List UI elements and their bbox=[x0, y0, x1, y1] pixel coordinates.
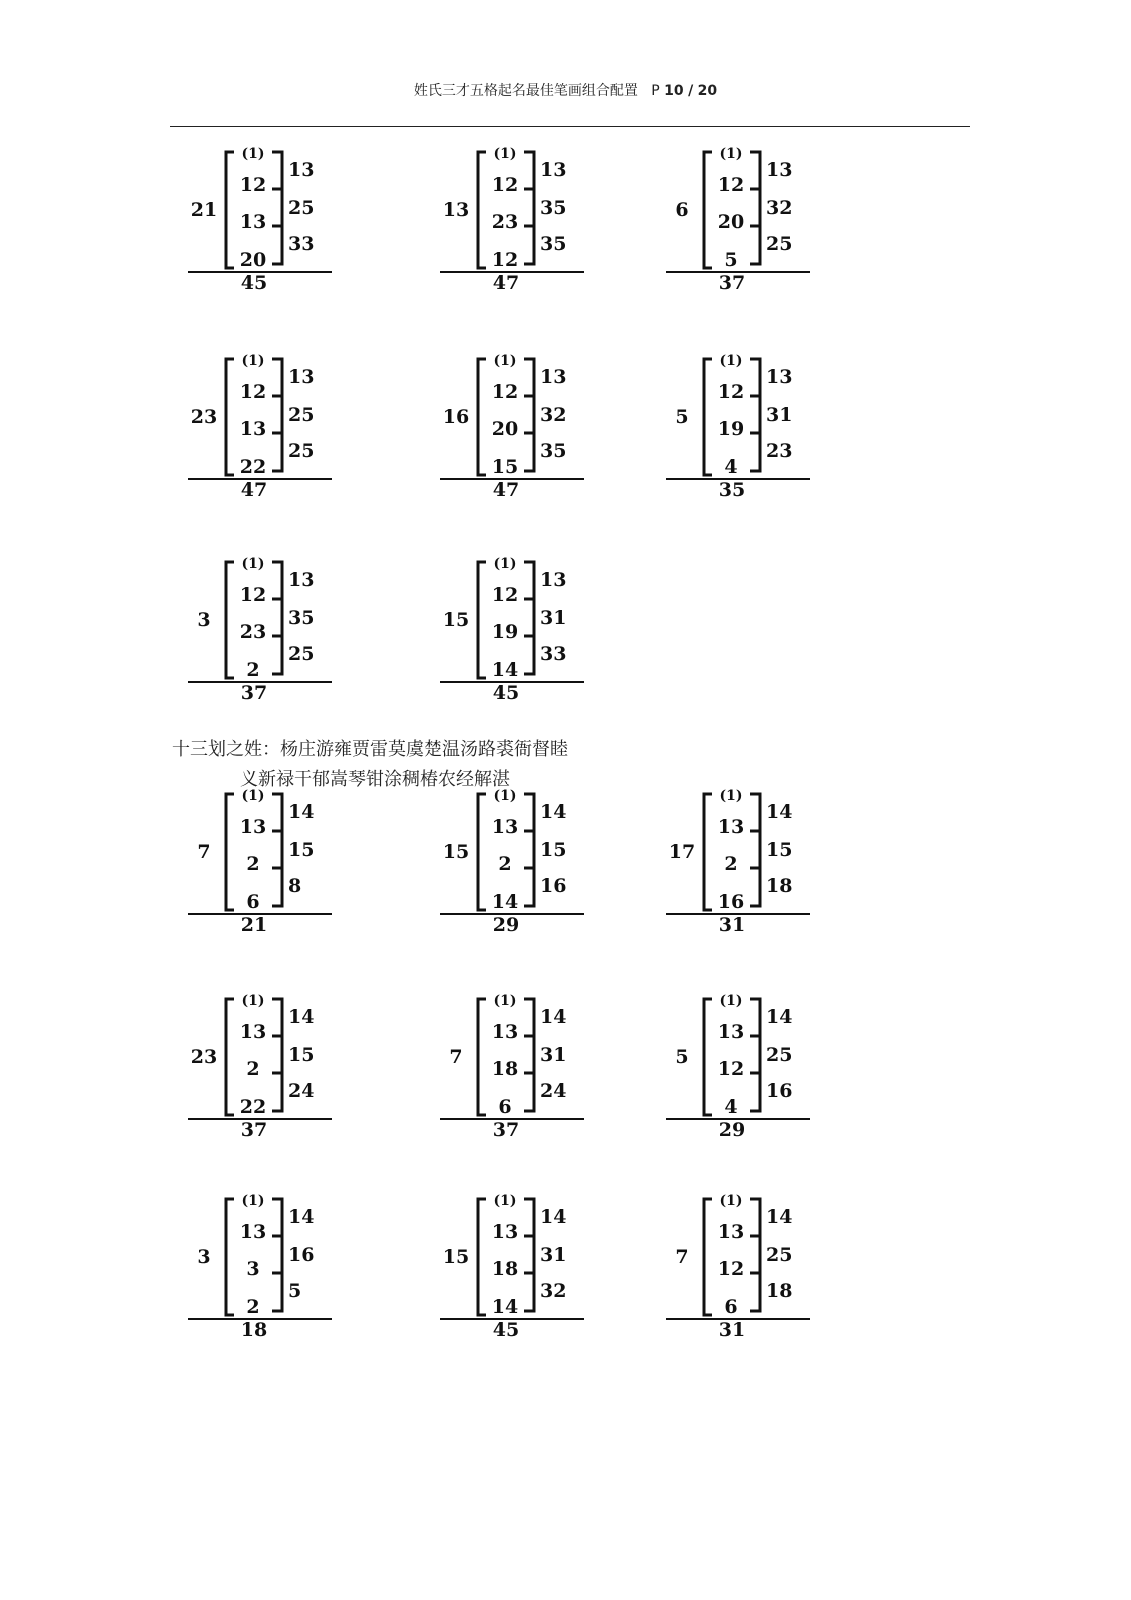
grid-sum-3: 5 bbox=[288, 1280, 302, 1302]
stroke-3: 2 bbox=[246, 1296, 260, 1318]
stroke-1: 13 bbox=[717, 816, 745, 838]
grid-sum-1: 13 bbox=[766, 159, 793, 181]
stroke-top: (1) bbox=[719, 993, 743, 1009]
grid-sum-2: 35 bbox=[288, 607, 315, 629]
stroke-1: 12 bbox=[717, 381, 745, 403]
outer-grid-value: 13 bbox=[442, 199, 470, 221]
sum-bracket-3 bbox=[750, 868, 760, 906]
grid-sum-2: 31 bbox=[540, 1044, 567, 1066]
grid-sum-3: 16 bbox=[540, 875, 567, 897]
total-value: 47 bbox=[492, 479, 520, 501]
stroke-top: (1) bbox=[493, 788, 517, 804]
grid-sum-1: 13 bbox=[540, 366, 567, 388]
grid-sum-1: 14 bbox=[288, 1206, 315, 1228]
stroke-1: 12 bbox=[491, 381, 519, 403]
total-value: 37 bbox=[240, 682, 268, 704]
stroke-3: 20 bbox=[239, 249, 267, 271]
stroke-diagram bbox=[440, 788, 584, 936]
page-prefix: P bbox=[651, 83, 660, 99]
grid-sum-2: 25 bbox=[288, 197, 315, 219]
stroke-2: 20 bbox=[491, 418, 519, 440]
outer-bracket bbox=[226, 1199, 234, 1315]
stroke-1: 12 bbox=[717, 174, 745, 196]
grid-sum-1: 13 bbox=[288, 569, 315, 591]
stroke-2: 2 bbox=[498, 853, 512, 875]
outer-bracket bbox=[704, 1199, 712, 1315]
total-value: 18 bbox=[240, 1319, 268, 1341]
stroke-1: 13 bbox=[239, 1021, 267, 1043]
grid-sum-2: 15 bbox=[288, 1044, 315, 1066]
total-value: 45 bbox=[240, 272, 268, 294]
stroke-diagram bbox=[666, 1193, 810, 1341]
grid-sum-3: 16 bbox=[766, 1080, 793, 1102]
outer-grid-value: 7 bbox=[197, 841, 211, 863]
total-value: 29 bbox=[492, 914, 520, 936]
total-value: 29 bbox=[718, 1119, 746, 1141]
grid-sum-3: 24 bbox=[288, 1080, 315, 1102]
sum-bracket-3 bbox=[272, 868, 282, 906]
outer-bracket bbox=[704, 999, 712, 1115]
total-value: 31 bbox=[718, 1319, 746, 1341]
stroke-top: (1) bbox=[493, 1193, 517, 1209]
outer-bracket bbox=[478, 1199, 486, 1315]
stroke-top: (1) bbox=[719, 788, 743, 804]
outer-bracket bbox=[704, 794, 712, 910]
sum-bracket-3 bbox=[524, 868, 534, 906]
grid-sum-3: 18 bbox=[766, 875, 793, 897]
sum-bracket-2 bbox=[750, 1236, 760, 1273]
stroke-3: 12 bbox=[491, 249, 519, 271]
stroke-top: (1) bbox=[493, 353, 517, 369]
grid-sum-1: 13 bbox=[766, 366, 793, 388]
stroke-top: (1) bbox=[493, 993, 517, 1009]
grid-sum-3: 23 bbox=[766, 440, 793, 462]
sum-bracket-2 bbox=[272, 1036, 282, 1073]
grid-sum-2: 15 bbox=[540, 839, 567, 861]
header-title: 姓氏三才五格起名最佳笔画组合配置 bbox=[413, 83, 638, 99]
stroke-1: 13 bbox=[491, 1021, 519, 1043]
stroke-top: (1) bbox=[719, 1193, 743, 1209]
page-number: 10 bbox=[664, 83, 684, 99]
stroke-3: 14 bbox=[491, 891, 519, 913]
sum-bracket-1 bbox=[272, 794, 282, 831]
total-value: 45 bbox=[492, 1319, 520, 1341]
grid-sum-1: 13 bbox=[540, 569, 567, 591]
stroke-top: (1) bbox=[241, 146, 265, 162]
page-total: 20 bbox=[697, 83, 718, 99]
outer-grid-value: 15 bbox=[442, 1246, 470, 1268]
grid-sum-1: 13 bbox=[288, 366, 315, 388]
grid-sum-3: 32 bbox=[540, 1280, 567, 1302]
grid-sum-2: 32 bbox=[540, 404, 567, 426]
stroke-top: (1) bbox=[493, 556, 517, 572]
total-value: 47 bbox=[492, 272, 520, 294]
stroke-2: 12 bbox=[717, 1058, 745, 1080]
outer-grid-value: 17 bbox=[668, 841, 696, 863]
total-value: 21 bbox=[240, 914, 268, 936]
total-value: 47 bbox=[240, 479, 268, 501]
sum-bracket-1 bbox=[272, 1199, 282, 1236]
surname-list-line-2: 义新禄干郁嵩琴钳涂稠椿农经解湛 bbox=[240, 769, 510, 790]
stroke-2: 19 bbox=[717, 418, 745, 440]
stroke-1: 13 bbox=[239, 816, 267, 838]
grid-sum-2: 15 bbox=[288, 839, 315, 861]
grid-sum-2: 31 bbox=[540, 1244, 567, 1266]
grid-sum-2: 25 bbox=[766, 1244, 793, 1266]
total-value: 37 bbox=[240, 1119, 268, 1141]
stroke-2: 12 bbox=[717, 1258, 745, 1280]
grid-sum-3: 35 bbox=[540, 233, 567, 255]
page-separator: / bbox=[688, 83, 694, 99]
grid-sum-3: 33 bbox=[540, 643, 567, 665]
sum-bracket-1 bbox=[524, 1199, 534, 1236]
stroke-2: 23 bbox=[491, 211, 519, 233]
grid-sum-1: 14 bbox=[540, 1006, 567, 1028]
stroke-3: 15 bbox=[491, 456, 519, 478]
grid-sum-2: 35 bbox=[540, 197, 567, 219]
sum-bracket-2 bbox=[272, 831, 282, 868]
stroke-top: (1) bbox=[241, 1193, 265, 1209]
grid-sum-2: 16 bbox=[288, 1244, 315, 1266]
grid-sum-2: 31 bbox=[540, 607, 567, 629]
stroke-3: 4 bbox=[724, 1096, 738, 1118]
surname-list-line-1: 十三划之姓：杨庄游雍贾雷莫虞楚温汤路裘衙督睦 bbox=[172, 739, 568, 760]
sum-bracket-2 bbox=[524, 831, 534, 868]
grid-sum-1: 14 bbox=[766, 1206, 793, 1228]
stroke-diagram bbox=[440, 993, 584, 1141]
stroke-3: 14 bbox=[491, 1296, 519, 1318]
stroke-3: 4 bbox=[724, 456, 738, 478]
grid-sum-1: 14 bbox=[288, 1006, 315, 1028]
grid-sum-2: 15 bbox=[766, 839, 793, 861]
stroke-2: 2 bbox=[724, 853, 738, 875]
stroke-top: (1) bbox=[241, 556, 265, 572]
stroke-top: (1) bbox=[241, 993, 265, 1009]
sum-bracket-1 bbox=[750, 794, 760, 831]
outer-bracket bbox=[226, 794, 234, 910]
stroke-3: 6 bbox=[246, 891, 260, 913]
stroke-diagram bbox=[666, 993, 810, 1141]
stroke-3: 6 bbox=[498, 1096, 512, 1118]
outer-grid-value: 15 bbox=[442, 609, 470, 631]
outer-grid-value: 23 bbox=[190, 1046, 218, 1068]
stroke-1: 12 bbox=[491, 174, 519, 196]
outer-grid-value: 21 bbox=[190, 199, 218, 221]
grid-sum-2: 31 bbox=[766, 404, 793, 426]
outer-grid-value: 16 bbox=[442, 406, 470, 428]
grid-sum-3: 25 bbox=[766, 233, 793, 255]
sum-bracket-1 bbox=[524, 794, 534, 831]
outer-grid-value: 5 bbox=[675, 406, 689, 428]
grid-sum-3: 24 bbox=[540, 1080, 567, 1102]
stroke-diagram bbox=[188, 788, 332, 936]
stroke-diagram bbox=[188, 1193, 332, 1341]
grid-sum-1: 14 bbox=[540, 801, 567, 823]
grid-sum-3: 25 bbox=[288, 440, 315, 462]
outer-grid-value: 3 bbox=[197, 1246, 211, 1268]
total-value: 37 bbox=[718, 272, 746, 294]
stroke-top: (1) bbox=[493, 146, 517, 162]
sum-bracket-1 bbox=[524, 999, 534, 1036]
grid-sum-2: 25 bbox=[288, 404, 315, 426]
grid-sum-2: 25 bbox=[766, 1044, 793, 1066]
grid-sum-3: 8 bbox=[288, 875, 302, 897]
stroke-2: 19 bbox=[491, 621, 519, 643]
outer-grid-value: 23 bbox=[190, 406, 218, 428]
sum-bracket-2 bbox=[750, 831, 760, 868]
stroke-3: 5 bbox=[724, 249, 738, 271]
stroke-top: (1) bbox=[241, 353, 265, 369]
stroke-1: 12 bbox=[239, 381, 267, 403]
outer-grid-value: 5 bbox=[675, 1046, 689, 1068]
stroke-3: 6 bbox=[724, 1296, 738, 1318]
stroke-diagram bbox=[440, 1193, 584, 1341]
stroke-2: 20 bbox=[717, 211, 745, 233]
grid-sum-1: 14 bbox=[766, 801, 793, 823]
grid-sum-1: 13 bbox=[540, 159, 567, 181]
outer-grid-value: 6 bbox=[675, 199, 689, 221]
grid-sum-1: 14 bbox=[540, 1206, 567, 1228]
outer-grid-value: 7 bbox=[449, 1046, 463, 1068]
outer-grid-value: 15 bbox=[442, 841, 470, 863]
stroke-1: 13 bbox=[239, 1221, 267, 1243]
sum-bracket-3 bbox=[272, 1273, 282, 1311]
stroke-diagram bbox=[188, 993, 332, 1141]
stroke-3: 2 bbox=[246, 659, 260, 681]
stroke-1: 12 bbox=[491, 584, 519, 606]
stroke-top: (1) bbox=[719, 353, 743, 369]
total-value: 31 bbox=[718, 914, 746, 936]
stroke-1: 13 bbox=[491, 1221, 519, 1243]
grid-sum-3: 35 bbox=[540, 440, 567, 462]
grid-sum-3: 18 bbox=[766, 1280, 793, 1302]
stroke-top: (1) bbox=[719, 146, 743, 162]
grid-sum-1: 14 bbox=[288, 801, 315, 823]
outer-bracket bbox=[478, 999, 486, 1115]
outer-bracket bbox=[478, 794, 486, 910]
sum-bracket-3 bbox=[524, 1273, 534, 1311]
sum-bracket-1 bbox=[750, 1199, 760, 1236]
stroke-2: 13 bbox=[239, 418, 267, 440]
stroke-2: 23 bbox=[239, 621, 267, 643]
grid-sum-2: 32 bbox=[766, 197, 793, 219]
stroke-2: 2 bbox=[246, 853, 260, 875]
total-value: 35 bbox=[718, 479, 746, 501]
stroke-2: 13 bbox=[239, 211, 267, 233]
stroke-1: 13 bbox=[717, 1021, 745, 1043]
stroke-1: 13 bbox=[491, 816, 519, 838]
stroke-3: 22 bbox=[239, 456, 267, 478]
grid-sum-1: 13 bbox=[288, 159, 315, 181]
grid-sum-3: 33 bbox=[288, 233, 315, 255]
stroke-2: 18 bbox=[491, 1058, 519, 1080]
total-value: 37 bbox=[492, 1119, 520, 1141]
sum-bracket-3 bbox=[272, 1073, 282, 1111]
stroke-3: 14 bbox=[491, 659, 519, 681]
stroke-2: 18 bbox=[491, 1258, 519, 1280]
outer-grid-value: 7 bbox=[675, 1246, 689, 1268]
stroke-3: 16 bbox=[717, 891, 745, 913]
stroke-3: 22 bbox=[239, 1096, 267, 1118]
sum-bracket-3 bbox=[524, 1073, 534, 1111]
sum-bracket-3 bbox=[750, 1073, 760, 1111]
stroke-2: 2 bbox=[246, 1058, 260, 1080]
sum-bracket-2 bbox=[524, 1036, 534, 1073]
sum-bracket-3 bbox=[750, 1273, 760, 1311]
grid-sum-3: 25 bbox=[288, 643, 315, 665]
outer-grid-value: 3 bbox=[197, 609, 211, 631]
total-value: 45 bbox=[492, 682, 520, 704]
stroke-1: 12 bbox=[239, 584, 267, 606]
stroke-2: 3 bbox=[246, 1258, 260, 1280]
sum-bracket-1 bbox=[750, 999, 760, 1036]
sum-bracket-2 bbox=[272, 1236, 282, 1273]
sum-bracket-2 bbox=[524, 1236, 534, 1273]
stroke-diagram bbox=[666, 788, 810, 936]
outer-bracket bbox=[226, 999, 234, 1115]
stroke-top: (1) bbox=[241, 788, 265, 804]
sum-bracket-2 bbox=[750, 1036, 760, 1073]
grid-sum-1: 14 bbox=[766, 1006, 793, 1028]
sum-bracket-1 bbox=[272, 999, 282, 1036]
stroke-1: 13 bbox=[717, 1221, 745, 1243]
stroke-1: 12 bbox=[239, 174, 267, 196]
